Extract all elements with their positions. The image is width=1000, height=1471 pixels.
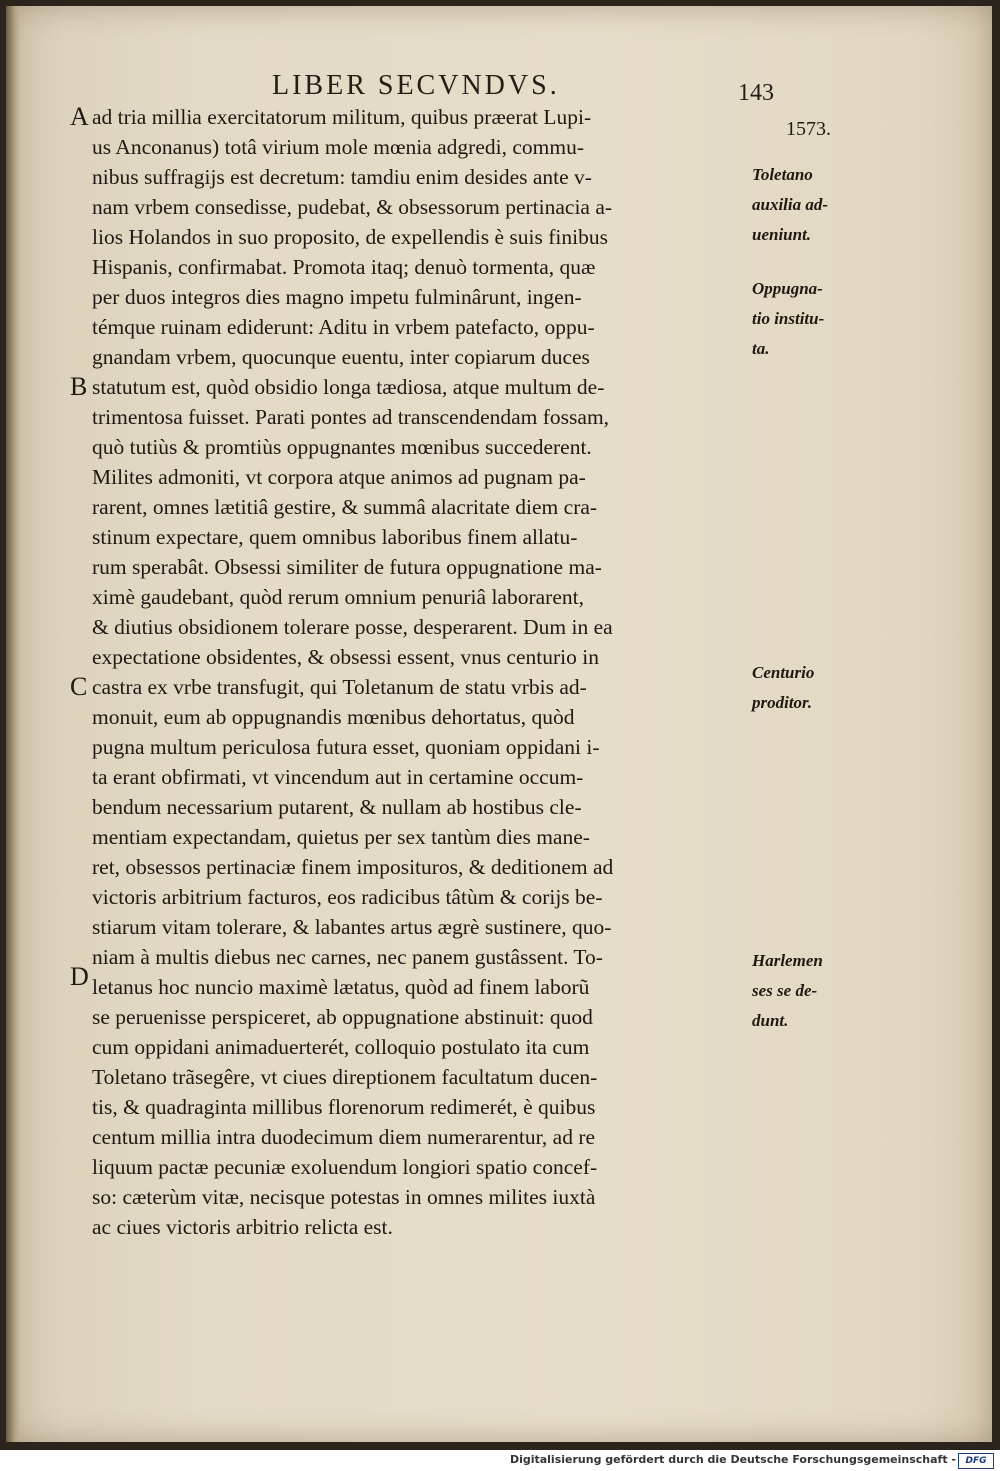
section-letter-d: D xyxy=(70,962,89,991)
margin-note-line: Harlemen xyxy=(752,951,823,970)
page-binding-edge xyxy=(6,6,20,1442)
text-line: rarent, omnes lætitiâ gestire, & summâ alacritate diem cra- xyxy=(92,495,598,519)
text-line: niam à multis diebus nec carnes, nec panem gustâssent. To- xyxy=(92,945,603,969)
text-line: témque ruinam ediderunt: Aditu in vrbem patefacto, oppu- xyxy=(92,315,595,339)
text-line: rum sperabât. Obsessi similiter de futura oppugnatione ma- xyxy=(92,555,602,579)
text-line: ta erant obfirmati, vt vincendum aut in certamine occum- xyxy=(92,765,584,789)
text-line: ad tria millia exercitatorum militum, quibus præerat Lupi- xyxy=(92,105,592,129)
text-line: letanus hoc nuncio maximè lætatus, quòd ad finem laborũ xyxy=(92,975,590,999)
text-line: ret, obsessos pertinaciæ finem imposituros, & deditionem ad xyxy=(92,855,614,879)
text-line: cum oppidani animaduerterét, colloquio postulato ita cum xyxy=(92,1035,590,1059)
margin-year: 1573. xyxy=(786,118,831,140)
text-line: victoris arbitrium facturos, eos radicibus tâtùm & corijs be- xyxy=(92,885,603,909)
footer-bar xyxy=(0,1450,1000,1471)
text-line: per duos integros dies magno impetu fulminârunt, ingen- xyxy=(92,285,582,309)
text-line: mentiam expectandam, quietus per sex tantùm dies mane- xyxy=(92,825,590,849)
text-line: liquum pactæ pecuniæ exoluendum longiori spatio concef- xyxy=(92,1155,598,1179)
text-line: & diutius obsidionem tolerare posse, desperarent. Dum in ea xyxy=(92,615,613,639)
section-letter-c: C xyxy=(70,672,88,701)
text-line: pugna multum periculosa futura esset, quoniam oppidani i- xyxy=(92,735,600,759)
margin-note-oppugnatio xyxy=(752,274,932,364)
margin-note-line: dunt. xyxy=(752,1011,789,1030)
text-line: quò tutiùs & promtiùs oppugnantes mœnibus succederent. xyxy=(92,435,592,459)
margin-note-line: Toletano xyxy=(752,165,813,184)
text-line: se peruenisse perspiceret, ab oppugnatione abstinuit: quod xyxy=(92,1005,593,1029)
text-line: ximè gaudebant, quòd rerum omnium penuriâ laborarent, xyxy=(92,585,584,609)
margin-note-line: ta. xyxy=(752,339,770,358)
margin-note-line: proditor. xyxy=(752,693,812,712)
text-line: centum millia intra duodecimum diem numerarentur, ad re xyxy=(92,1125,596,1149)
main-text-block xyxy=(92,102,772,1242)
text-line: bendum necessarium putarent, & nullam ab hostibus cle- xyxy=(92,795,582,819)
text-line: Toletano trãsegêre, vt ciues direptionem facultatum ducen- xyxy=(92,1065,598,1089)
text-line: Milites admoniti, vt corpora atque animos ad pugnam pa- xyxy=(92,465,586,489)
margin-note-line: tio institu- xyxy=(752,309,825,328)
text-line: gnandam vrbem, quocunque euentu, inter copiarum duces xyxy=(92,345,590,369)
text-line: lios Holandos in suo proposito, de expellendis è suis finibus xyxy=(92,225,608,249)
text-line: castra ex vrbe transfugit, qui Toletanum de statu vrbis ad- xyxy=(92,675,587,699)
text-line: monuit, eum ab oppugnandis mœnibus dehortatus, quòd xyxy=(92,705,575,729)
text-line: nam vrbem consedisse, pudebat, & obsessorum pertinacia a- xyxy=(92,195,613,219)
text-line: statutum est, quòd obsidio longa tædiosa, atque multum de- xyxy=(92,375,605,399)
margin-note-harlemenses xyxy=(752,946,932,1036)
text-line: expectatione obsidentes, & obsessi essent, vnus centurio in xyxy=(92,645,599,669)
text-line: Hispanis, confirmabat. Promota itaq; denuò tormenta, quæ xyxy=(92,255,596,279)
margin-note-line: auxilia ad- xyxy=(752,195,829,214)
digitization-credit: Digitalisierung gefördert durch die Deutsche Forschungsgemeinschaft - xyxy=(509,1453,956,1466)
margin-note-line: ueniunt. xyxy=(752,225,812,244)
text-line: stinum expectare, quem omnibus laboribus finem allatu- xyxy=(92,525,578,549)
text-line: trimentosa fuisset. Parati pontes ad transcendendam fossam, xyxy=(92,405,610,429)
margin-note-centurio xyxy=(752,658,932,718)
page-number: 143 xyxy=(738,80,774,106)
text-line: so: cæterùm vitæ, necisque potestas in omnes milites iuxtà xyxy=(92,1185,596,1209)
margin-note-line: Centurio xyxy=(752,663,815,682)
section-letter-b: B xyxy=(70,372,88,401)
text-line: us Anconanus) totâ virium mole mœnia adgredi, commu- xyxy=(92,135,585,159)
running-header: LIBER SECVNDVS. xyxy=(272,70,560,101)
text-line: ac ciues victoris arbitrio relicta est. xyxy=(92,1215,393,1239)
margin-note-line: ses se de- xyxy=(752,981,818,1000)
margin-note-toletano xyxy=(752,160,932,250)
dfg-logo: DFG xyxy=(958,1453,994,1469)
text-line: stiarum vitam tolerare, & labantes artus ægrè sustinere, quo- xyxy=(92,915,612,939)
section-letter-a: A xyxy=(70,102,89,131)
text-line: tis, & quadraginta millibus florenorum redimerét, è quibus xyxy=(92,1095,596,1119)
text-line: nibus suffragijs est decretum: tamdiu enim desides ante v- xyxy=(92,165,592,189)
margin-note-line: Oppugna- xyxy=(752,279,823,298)
